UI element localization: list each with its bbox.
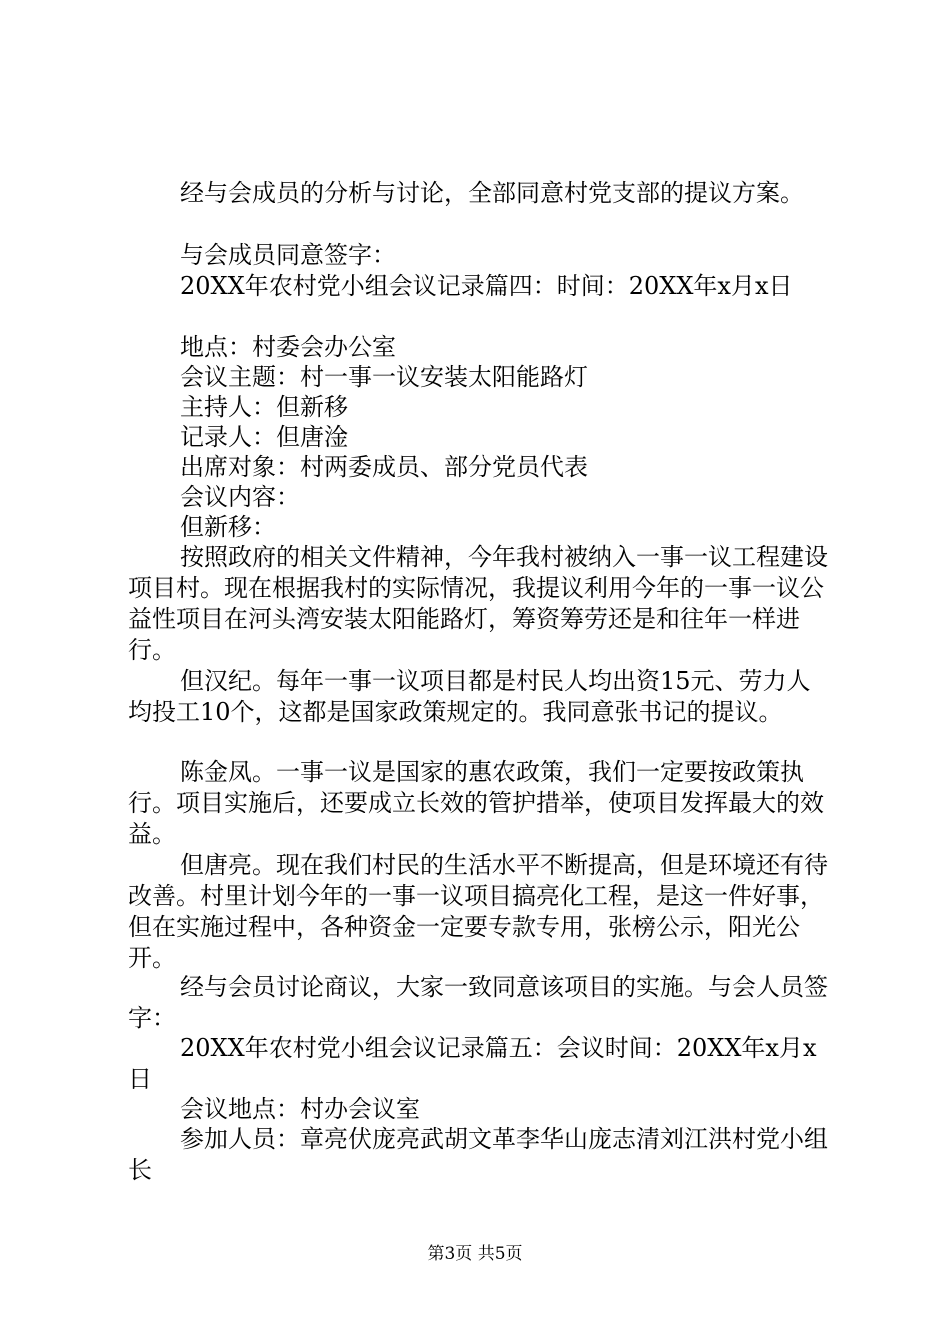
- paragraph-signature-line: 与会成员同意签字：: [180, 241, 396, 269]
- paragraph-han-ji: 但汉纪。每年一事一议项目都是村民人均出资15元、劳力人均投工10个，这都是国家政策规定的。我同意张书记的提议。: [128, 667, 811, 726]
- participants-list: 参加人员：章亮伏庞亮武胡文革李华山庞志清刘江洪村党小组长: [128, 1125, 828, 1184]
- paragraph-discussion-conclusion: 经与会员讨论商议，大家一致同意该项目的实施。与会人员签字：: [128, 973, 828, 1032]
- heading-record-four: 20XX年农村党小组会议记录篇四：时间：20XX年x月x日: [180, 272, 793, 300]
- meeting-attendees: 出席对象：村两委成员、部分党员代表: [180, 453, 588, 481]
- meeting-content-label: 会议内容：: [180, 483, 300, 511]
- meeting-recorder: 记录人：但唐淦: [180, 423, 348, 451]
- paragraph-proposal: 按照政府的相关文件精神，今年我村被纳入一事一议工程建设项目村。现在根据我村的实际情况，我提议利用今年的一事一议公益性项目在河头湾安装太阳能路灯，筹资筹劳还是和往年一样进行。: [128, 543, 828, 664]
- meeting-location: 地点：村委会办公室: [180, 333, 396, 361]
- meeting-place-five: 会议地点：村办会议室: [180, 1095, 420, 1123]
- meeting-host: 主持人：但新移: [180, 393, 348, 421]
- speaker-label: 但新移：: [180, 513, 276, 541]
- meeting-topic: 会议主题：村一事一议安装太阳能路灯: [180, 363, 588, 391]
- paragraph-tang-liang: 但唐亮。现在我们村民的生活水平不断提高，但是环境还有待改善。村里计划今年的一事一议项目搞亮化工程，是这一件好事，但在实施过程中，各种资金一定要专款专用，张榜公示，阳光公开。: [128, 851, 828, 972]
- heading-record-five: 20XX年农村党小组会议记录篇五：会议时间：20XX年x月x日: [128, 1034, 817, 1093]
- paragraph-chen-jinfeng: 陈金凤。一事一议是国家的惠农政策，我们一定要按政策执行。项目实施后，还要成立长效的管护措举，使项目发挥最大的效益。: [128, 758, 824, 848]
- page-footer: 第3页 共5页: [427, 1244, 523, 1264]
- paragraph-analysis-conclusion: 经与会成员的分析与讨论，全部同意村党支部的提议方案。: [180, 179, 804, 207]
